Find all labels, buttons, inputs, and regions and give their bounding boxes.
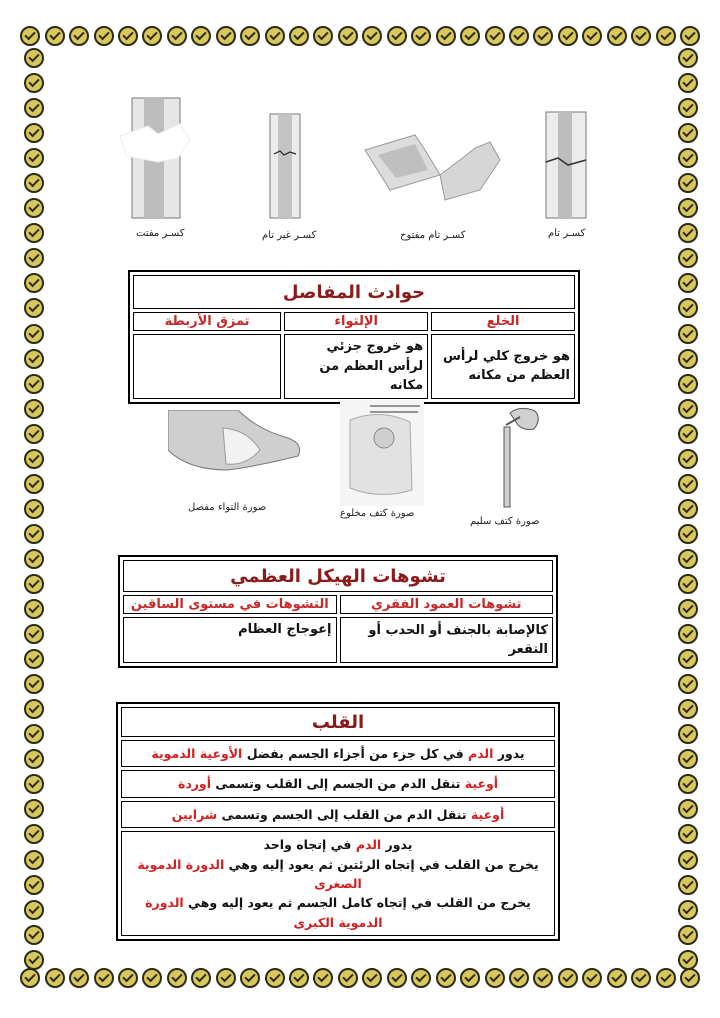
border-coin-icon xyxy=(167,26,187,46)
dislocated-shoulder-figure xyxy=(340,400,424,510)
border-coin-icon xyxy=(678,298,698,318)
heart-row-3 xyxy=(121,801,555,828)
border-coin-icon xyxy=(265,968,285,988)
border-coin-icon xyxy=(69,26,89,46)
border-coin-icon xyxy=(289,26,309,46)
border-coin-icon xyxy=(24,248,44,268)
border-coin-icon xyxy=(24,98,44,118)
border-coin-icon xyxy=(678,148,698,168)
border-coin-icon xyxy=(338,26,358,46)
comminuted-fracture-figure xyxy=(118,96,198,224)
text: يدور xyxy=(381,837,413,853)
text: يخرج من القلب في إتجاه الرئتين ثم يعود إليه وهي xyxy=(224,856,539,872)
border-coin-icon xyxy=(24,449,44,469)
border-coin-icon xyxy=(216,968,236,988)
border-coin-icon xyxy=(24,424,44,444)
border-coin-icon xyxy=(678,123,698,143)
border-coin-icon xyxy=(24,48,44,68)
border-coin-icon xyxy=(24,524,44,544)
border-coin-icon xyxy=(24,824,44,844)
border-coin-icon xyxy=(94,26,114,46)
border-coin-icon xyxy=(678,48,698,68)
border-coin-icon xyxy=(24,649,44,669)
cell-legs: إعوجاج العظام xyxy=(123,617,337,663)
border-coin-icon xyxy=(680,968,700,988)
border-coin-icon xyxy=(69,968,89,988)
highlight: أوعية xyxy=(470,806,505,822)
border-coin-icon xyxy=(24,749,44,769)
right-border xyxy=(676,48,698,970)
border-coin-icon xyxy=(362,968,382,988)
border-coin-icon xyxy=(265,26,285,46)
border-coin-icon xyxy=(678,374,698,394)
text: في إتجاه واحد xyxy=(263,837,356,853)
border-coin-icon xyxy=(533,26,553,46)
healthy-shoulder-figure xyxy=(490,405,550,519)
border-coin-icon xyxy=(118,968,138,988)
border-coin-icon xyxy=(142,26,162,46)
border-coin-icon xyxy=(24,298,44,318)
border-coin-icon xyxy=(678,925,698,945)
top-border xyxy=(20,26,700,48)
border-coin-icon xyxy=(24,499,44,519)
border-coin-icon xyxy=(24,324,44,344)
border-coin-icon xyxy=(313,968,333,988)
border-coin-icon xyxy=(678,349,698,369)
border-coin-icon xyxy=(678,549,698,569)
border-coin-icon xyxy=(20,26,40,46)
fracture-caption: كسـر تام مفتوح xyxy=(400,230,466,241)
border-coin-icon xyxy=(678,624,698,644)
joint-caption: صورة كتف سليم xyxy=(470,516,540,527)
cell-ligament-tear xyxy=(133,334,281,399)
border-coin-icon xyxy=(94,968,114,988)
border-coin-icon xyxy=(680,26,700,46)
border-coin-icon xyxy=(24,399,44,419)
text: تنقل الدم من الجسم إلى القلب وتسمى xyxy=(210,776,465,792)
highlight: أوردة xyxy=(177,776,211,792)
border-coin-icon xyxy=(509,26,529,46)
sprained-ankle-figure xyxy=(168,410,308,486)
border-coin-icon xyxy=(656,968,676,988)
left-border xyxy=(22,48,44,970)
joint-caption: صورة كتف مخلوع xyxy=(340,508,415,519)
border-coin-icon xyxy=(678,198,698,218)
cell-spine: كالإصابة بالجنف أو الحدب أو التقعر xyxy=(340,617,554,663)
border-coin-icon xyxy=(678,399,698,419)
border-coin-icon xyxy=(631,968,651,988)
border-coin-icon xyxy=(24,474,44,494)
border-coin-icon xyxy=(485,968,505,988)
border-coin-icon xyxy=(582,26,602,46)
fracture-caption: كسـر غير تام xyxy=(262,230,317,241)
border-coin-icon xyxy=(289,968,309,988)
heart-row-1 xyxy=(121,740,555,767)
border-coin-icon xyxy=(678,599,698,619)
header-ligament-tear: تمزق الأربطة xyxy=(133,312,281,331)
header-spine: تشوهات العمود الفقري xyxy=(340,595,554,614)
border-coin-icon xyxy=(607,26,627,46)
border-coin-icon xyxy=(24,724,44,744)
open-fracture-figure xyxy=(360,130,510,214)
border-coin-icon xyxy=(24,123,44,143)
header-legs: التشوهات في مستوى الساقين xyxy=(123,595,337,614)
border-coin-icon xyxy=(24,549,44,569)
border-coin-icon xyxy=(24,875,44,895)
text: في كل جزء من أجزاء الجسم بفضل xyxy=(242,746,469,761)
highlight: الأوعية الدموية xyxy=(151,746,243,761)
border-coin-icon xyxy=(362,26,382,46)
border-coin-icon xyxy=(607,968,627,988)
border-coin-icon xyxy=(191,968,211,988)
border-coin-icon xyxy=(387,26,407,46)
border-coin-icon xyxy=(24,173,44,193)
border-coin-icon xyxy=(24,774,44,794)
highlight: أوعية xyxy=(464,776,499,792)
border-coin-icon xyxy=(678,749,698,769)
border-coin-icon xyxy=(460,26,480,46)
border-coin-icon xyxy=(533,968,553,988)
complete-fracture-figure xyxy=(538,110,594,224)
border-coin-icon xyxy=(45,26,65,46)
line xyxy=(128,855,548,894)
border-coin-icon xyxy=(142,968,162,988)
border-coin-icon xyxy=(485,26,505,46)
border-coin-icon xyxy=(387,968,407,988)
joint-caption: صورة التواء مفصل xyxy=(188,502,267,513)
border-coin-icon xyxy=(678,824,698,844)
border-coin-icon xyxy=(678,499,698,519)
header-dislocation: الخلع xyxy=(431,312,575,331)
border-coin-icon xyxy=(656,26,676,46)
cell-dislocation: هو خروج كلي لرأس العظم من مكانه xyxy=(431,334,575,399)
text: يخرج من القلب في إتجاه كامل الجسم ثم يعود إليه وهي xyxy=(183,895,531,911)
border-coin-icon xyxy=(558,26,578,46)
border-coin-icon xyxy=(678,223,698,243)
border-coin-icon xyxy=(24,624,44,644)
border-coin-icon xyxy=(240,26,260,46)
border-coin-icon xyxy=(678,98,698,118)
border-coin-icon xyxy=(24,574,44,594)
border-coin-icon xyxy=(24,900,44,920)
border-coin-icon xyxy=(24,699,44,719)
border-coin-icon xyxy=(167,968,187,988)
border-coin-icon xyxy=(24,73,44,93)
border-coin-icon xyxy=(24,599,44,619)
bottom-border xyxy=(20,968,700,990)
border-coin-icon xyxy=(678,850,698,870)
border-coin-icon xyxy=(678,574,698,594)
fracture-caption: كسـر مفتت xyxy=(136,228,185,239)
border-coin-icon xyxy=(678,724,698,744)
border-coin-icon xyxy=(678,799,698,819)
border-coin-icon xyxy=(678,900,698,920)
border-coin-icon xyxy=(631,26,651,46)
line xyxy=(128,835,548,854)
border-coin-icon xyxy=(678,173,698,193)
border-coin-icon xyxy=(436,968,456,988)
highlight: الدورة الدموية الكبرى xyxy=(145,895,383,930)
border-coin-icon xyxy=(24,925,44,945)
border-coin-icon xyxy=(678,950,698,970)
fracture-caption: كسـر تام xyxy=(548,228,586,239)
joint-accidents-table xyxy=(128,270,580,404)
border-coin-icon xyxy=(678,424,698,444)
border-coin-icon xyxy=(240,968,260,988)
line xyxy=(128,893,548,932)
border-coin-icon xyxy=(678,474,698,494)
border-coin-icon xyxy=(191,26,211,46)
border-coin-icon xyxy=(24,850,44,870)
skeleton-deformities-table xyxy=(118,555,558,668)
highlight: شرايين xyxy=(171,806,218,822)
cell-sprain: هو خروج جزئي لرأس العظم من مكانه xyxy=(284,334,428,399)
border-coin-icon xyxy=(460,968,480,988)
border-coin-icon xyxy=(24,273,44,293)
border-coin-icon xyxy=(24,198,44,218)
border-coin-icon xyxy=(24,148,44,168)
border-coin-icon xyxy=(678,699,698,719)
border-coin-icon xyxy=(20,968,40,988)
section-title: تشوهات الهيكل العظمي xyxy=(123,560,553,592)
border-coin-icon xyxy=(313,26,333,46)
border-coin-icon xyxy=(24,349,44,369)
incomplete-fracture-figure xyxy=(262,112,308,224)
text: تنقل الدم من القلب إلى الجسم وتسمى xyxy=(217,806,471,822)
border-coin-icon xyxy=(678,524,698,544)
heart-table xyxy=(116,702,560,941)
border-coin-icon xyxy=(24,374,44,394)
border-coin-icon xyxy=(411,26,431,46)
border-coin-icon xyxy=(678,324,698,344)
border-coin-icon xyxy=(24,950,44,970)
border-coin-icon xyxy=(678,248,698,268)
border-coin-icon xyxy=(509,968,529,988)
highlight: الدورة الدموية الصغرى xyxy=(137,856,362,891)
border-coin-icon xyxy=(24,223,44,243)
border-coin-icon xyxy=(24,799,44,819)
header-sprain: الإلتواء xyxy=(284,312,428,331)
border-coin-icon xyxy=(678,649,698,669)
section-title: القلب xyxy=(121,707,555,737)
border-coin-icon xyxy=(678,73,698,93)
section-title: حوادث المفاصل xyxy=(133,275,575,309)
border-coin-icon xyxy=(582,968,602,988)
heart-row-4 xyxy=(121,831,555,936)
highlight: الدم xyxy=(468,746,494,761)
border-coin-icon xyxy=(558,968,578,988)
border-coin-icon xyxy=(411,968,431,988)
border-coin-icon xyxy=(45,968,65,988)
border-coin-icon xyxy=(24,674,44,694)
border-coin-icon xyxy=(678,273,698,293)
border-coin-icon xyxy=(216,26,236,46)
text: يدور xyxy=(493,746,525,761)
border-coin-icon xyxy=(338,968,358,988)
border-coin-icon xyxy=(678,875,698,895)
heart-row-2 xyxy=(121,770,555,797)
border-coin-icon xyxy=(118,26,138,46)
highlight: الدم xyxy=(355,837,382,853)
border-coin-icon xyxy=(678,674,698,694)
border-coin-icon xyxy=(678,774,698,794)
border-coin-icon xyxy=(436,26,456,46)
border-coin-icon xyxy=(678,449,698,469)
